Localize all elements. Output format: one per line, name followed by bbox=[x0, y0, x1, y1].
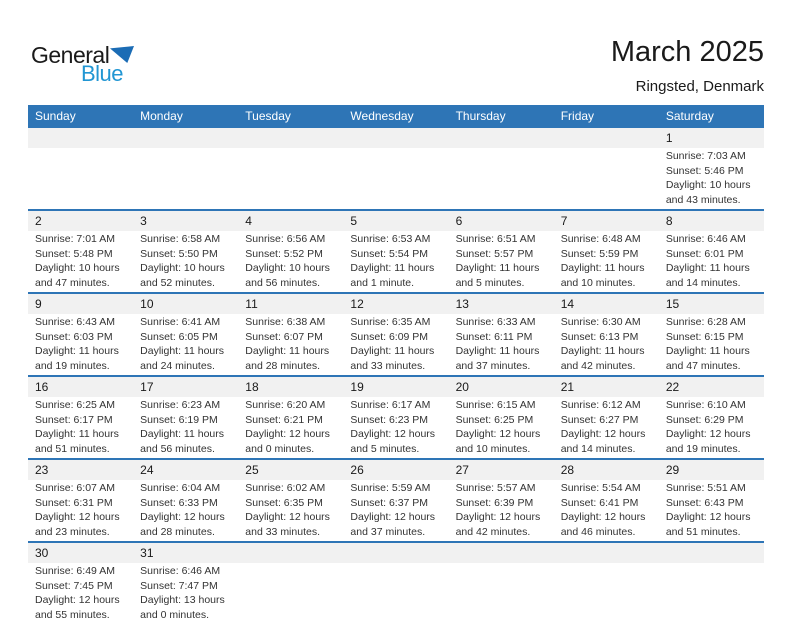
sunset-text: Sunset: 6:23 PM bbox=[350, 413, 429, 426]
daylight-text: Daylight: 10 hours and 43 minutes. bbox=[665, 179, 751, 206]
calendar-week-row bbox=[28, 294, 764, 377]
sunset-text: Sunset: 6:07 PM bbox=[245, 330, 323, 343]
day-number: 15 bbox=[665, 297, 680, 311]
day-cell-details bbox=[28, 148, 133, 209]
daylight-text: Daylight: 11 hours and 5 minutes. bbox=[455, 262, 540, 289]
sunset-text: Sunset: 7:45 PM bbox=[35, 579, 113, 592]
day-details-band bbox=[28, 480, 764, 541]
day-cell-details bbox=[554, 397, 659, 458]
day-number: 17 bbox=[140, 380, 154, 394]
day-number: 27 bbox=[455, 463, 469, 477]
day-number-band bbox=[28, 294, 764, 314]
day-number bbox=[133, 128, 238, 148]
daylight-text: Daylight: 12 hours and 51 minutes. bbox=[665, 511, 751, 538]
daylight-text: Daylight: 11 hours and 14 minutes. bbox=[665, 262, 750, 289]
sunset-text: Sunset: 6:03 PM bbox=[35, 330, 113, 343]
title-block bbox=[611, 36, 764, 95]
sunrise-text: Sunrise: 6:33 AM bbox=[455, 316, 536, 328]
logo-text-blue: Blue bbox=[81, 61, 124, 86]
day-number: 21 bbox=[560, 380, 575, 394]
day-number bbox=[659, 543, 764, 563]
sunset-text: Sunset: 6:11 PM bbox=[455, 330, 533, 343]
day-number: 25 bbox=[245, 463, 259, 477]
day-number: 14 bbox=[560, 297, 575, 311]
day-number bbox=[238, 543, 343, 563]
daylight-text: Daylight: 12 hours and 42 minutes. bbox=[455, 511, 541, 538]
sunset-text: Sunset: 6:41 PM bbox=[560, 496, 639, 509]
day-cell-details bbox=[133, 148, 238, 209]
day-of-week-header: Wednesday bbox=[350, 109, 414, 123]
sunset-text: Sunset: 6:27 PM bbox=[560, 413, 639, 426]
sunrise-text: Sunrise: 7:01 AM bbox=[35, 233, 115, 245]
daylight-text: Daylight: 12 hours and 0 minutes. bbox=[245, 428, 330, 455]
sunset-text: Sunset: 6:19 PM bbox=[140, 413, 218, 426]
day-number: 30 bbox=[35, 546, 49, 560]
sunrise-text: Sunrise: 6:51 AM bbox=[455, 233, 536, 245]
sunrise-text: Sunrise: 6:17 AM bbox=[350, 399, 431, 411]
calendar-weeks bbox=[28, 128, 764, 626]
location-subtitle: Ringsted, Denmark bbox=[635, 78, 764, 95]
day-cell-details bbox=[28, 563, 133, 624]
day-cell-details bbox=[28, 397, 133, 458]
day-cell-details bbox=[449, 480, 554, 541]
day-cell-details bbox=[554, 231, 659, 292]
daylight-text: Daylight: 12 hours and 33 minutes. bbox=[245, 511, 330, 538]
sunrise-text: Sunrise: 6:23 AM bbox=[140, 399, 221, 411]
day-number: 18 bbox=[245, 380, 259, 394]
day-number: 5 bbox=[350, 214, 358, 228]
logo-text-general: General bbox=[31, 42, 110, 68]
day-of-week-header: Thursday bbox=[455, 109, 506, 123]
day-cell-details bbox=[238, 480, 343, 541]
day-number bbox=[449, 543, 554, 563]
day-number bbox=[554, 128, 659, 148]
calendar-week-row bbox=[28, 211, 764, 294]
sunset-text: Sunset: 5:46 PM bbox=[665, 164, 744, 177]
sunrise-text: Sunrise: 6:07 AM bbox=[35, 482, 115, 494]
sunrise-text: Sunrise: 6:56 AM bbox=[245, 233, 326, 245]
day-number bbox=[238, 128, 343, 148]
sunset-text: Sunset: 5:57 PM bbox=[455, 247, 534, 260]
day-cell-details bbox=[449, 231, 554, 292]
day-cell-details bbox=[238, 231, 343, 292]
day-number: 31 bbox=[140, 546, 154, 560]
day-number bbox=[554, 543, 659, 563]
sunrise-text: Sunrise: 6:30 AM bbox=[560, 316, 641, 328]
day-cell-details bbox=[449, 148, 554, 209]
sunrise-text: Sunrise: 6:04 AM bbox=[140, 482, 221, 494]
day-cell-details bbox=[554, 563, 659, 624]
sunrise-text: Sunrise: 6:58 AM bbox=[140, 233, 221, 245]
calendar-week-row bbox=[28, 543, 764, 626]
day-number: 9 bbox=[35, 297, 42, 311]
daylight-text: Daylight: 11 hours and 19 minutes. bbox=[35, 345, 119, 372]
daylight-text: Daylight: 11 hours and 42 minutes. bbox=[560, 345, 645, 372]
daylight-text: Daylight: 11 hours and 28 minutes. bbox=[245, 345, 330, 372]
day-cell-details bbox=[133, 563, 238, 624]
sunrise-text: Sunrise: 5:51 AM bbox=[665, 482, 746, 494]
daylight-text: Daylight: 11 hours and 24 minutes. bbox=[140, 345, 224, 372]
day-cell-details bbox=[659, 231, 764, 292]
sunrise-text: Sunrise: 5:57 AM bbox=[455, 482, 536, 494]
day-of-week-header: Saturday bbox=[665, 109, 714, 123]
sunset-text: Sunset: 6:25 PM bbox=[455, 413, 534, 426]
calendar-week-row bbox=[28, 377, 764, 460]
day-number-band bbox=[28, 211, 764, 231]
day-cell-details bbox=[238, 314, 343, 375]
day-number bbox=[343, 543, 448, 563]
daylight-text: Daylight: 12 hours and 46 minutes. bbox=[560, 511, 646, 538]
sunrise-text: Sunrise: 6:46 AM bbox=[665, 233, 746, 245]
day-cell-details bbox=[449, 314, 554, 375]
calendar-grid bbox=[28, 105, 764, 626]
sunset-text: Sunset: 5:48 PM bbox=[35, 247, 113, 260]
sunrise-text: Sunrise: 6:15 AM bbox=[455, 399, 536, 411]
sunset-text: Sunset: 6:39 PM bbox=[455, 496, 534, 509]
daylight-text: Daylight: 11 hours and 37 minutes. bbox=[455, 345, 540, 372]
sunset-text: Sunset: 6:17 PM bbox=[35, 413, 113, 426]
daylight-text: Daylight: 11 hours and 33 minutes. bbox=[350, 345, 435, 372]
day-details-band bbox=[28, 397, 764, 458]
day-number: 29 bbox=[665, 463, 680, 477]
daylight-text: Daylight: 12 hours and 37 minutes. bbox=[350, 511, 436, 538]
sunrise-text: Sunrise: 7:03 AM bbox=[665, 150, 746, 162]
sunset-text: Sunset: 5:50 PM bbox=[140, 247, 218, 260]
day-number: 23 bbox=[35, 463, 49, 477]
day-number: 8 bbox=[665, 214, 673, 228]
daylight-text: Daylight: 12 hours and 14 minutes. bbox=[560, 428, 646, 455]
sunrise-text: Sunrise: 6:28 AM bbox=[665, 316, 746, 328]
day-of-week-header: Friday bbox=[560, 109, 595, 123]
day-cell-details bbox=[343, 314, 448, 375]
day-cell-details bbox=[659, 563, 764, 624]
sunrise-text: Sunrise: 6:53 AM bbox=[350, 233, 431, 245]
day-cell-details bbox=[659, 397, 764, 458]
day-number: 22 bbox=[665, 380, 680, 394]
day-number-band bbox=[28, 377, 764, 397]
sunrise-text: Sunrise: 5:59 AM bbox=[350, 482, 431, 494]
day-number: 11 bbox=[245, 297, 258, 311]
day-cell-details bbox=[449, 563, 554, 624]
day-number: 4 bbox=[245, 214, 252, 228]
day-number: 16 bbox=[35, 380, 49, 394]
sunrise-text: Sunrise: 6:41 AM bbox=[140, 316, 221, 328]
day-number: 6 bbox=[455, 214, 463, 228]
day-number: 2 bbox=[35, 214, 42, 228]
day-cell-details bbox=[554, 148, 659, 209]
day-number: 24 bbox=[140, 463, 154, 477]
day-of-week-header-row bbox=[28, 105, 764, 128]
sunrise-text: Sunrise: 6:12 AM bbox=[560, 399, 641, 411]
day-number: 3 bbox=[140, 214, 147, 228]
sunset-text: Sunset: 6:13 PM bbox=[560, 330, 639, 343]
daylight-text: Daylight: 12 hours and 10 minutes. bbox=[455, 428, 541, 455]
sunset-text: Sunset: 6:31 PM bbox=[35, 496, 113, 509]
day-cell-details bbox=[343, 563, 448, 624]
daylight-text: Daylight: 11 hours and 56 minutes. bbox=[140, 428, 224, 455]
daylight-text: Daylight: 10 hours and 47 minutes. bbox=[35, 262, 120, 289]
day-cell-details bbox=[343, 231, 448, 292]
day-cell-details bbox=[28, 314, 133, 375]
daylight-text: Daylight: 11 hours and 51 minutes. bbox=[35, 428, 119, 455]
sunrise-text: Sunrise: 6:25 AM bbox=[35, 399, 115, 411]
day-of-week-header: Tuesday bbox=[245, 109, 291, 123]
day-cell-details bbox=[133, 231, 238, 292]
day-cell-details bbox=[554, 480, 659, 541]
sunset-text: Sunset: 6:33 PM bbox=[140, 496, 218, 509]
day-details-band bbox=[28, 148, 764, 209]
day-of-week-header: Monday bbox=[140, 109, 183, 123]
sunset-text: Sunset: 7:47 PM bbox=[140, 579, 218, 592]
day-cell-details bbox=[343, 397, 448, 458]
calendar-week-row bbox=[28, 128, 764, 211]
day-cell-details bbox=[449, 397, 554, 458]
day-cell-details bbox=[343, 480, 448, 541]
sunset-text: Sunset: 5:52 PM bbox=[245, 247, 323, 260]
daylight-text: Daylight: 11 hours and 1 minute. bbox=[350, 262, 435, 289]
day-number: 28 bbox=[560, 463, 575, 477]
sunset-text: Sunset: 6:01 PM bbox=[665, 247, 744, 260]
day-cell-details bbox=[28, 480, 133, 541]
daylight-text: Daylight: 12 hours and 28 minutes. bbox=[140, 511, 225, 538]
day-cell-details bbox=[133, 397, 238, 458]
sunset-text: Sunset: 6:35 PM bbox=[245, 496, 323, 509]
general-blue-logo bbox=[31, 44, 134, 85]
daylight-text: Daylight: 12 hours and 5 minutes. bbox=[350, 428, 436, 455]
day-number: 10 bbox=[140, 297, 154, 311]
day-cell-details bbox=[343, 148, 448, 209]
daylight-text: Daylight: 11 hours and 47 minutes. bbox=[665, 345, 750, 372]
sunrise-text: Sunrise: 6:35 AM bbox=[350, 316, 431, 328]
day-details-band bbox=[28, 314, 764, 375]
day-of-week-header: Sunday bbox=[35, 109, 76, 123]
daylight-text: Daylight: 12 hours and 23 minutes. bbox=[35, 511, 120, 538]
sunset-text: Sunset: 6:29 PM bbox=[665, 413, 744, 426]
day-cell-details bbox=[554, 314, 659, 375]
sunset-text: Sunset: 6:05 PM bbox=[140, 330, 218, 343]
sunset-text: Sunset: 6:43 PM bbox=[665, 496, 744, 509]
sunset-text: Sunset: 6:09 PM bbox=[350, 330, 429, 343]
day-cell-details bbox=[659, 480, 764, 541]
day-number-band bbox=[28, 128, 764, 148]
sunrise-text: Sunrise: 6:10 AM bbox=[665, 399, 746, 411]
day-number-band bbox=[28, 543, 764, 563]
sunrise-text: Sunrise: 6:49 AM bbox=[35, 565, 115, 577]
day-number bbox=[449, 128, 554, 148]
sunset-text: Sunset: 5:59 PM bbox=[560, 247, 639, 260]
day-number: 13 bbox=[455, 297, 469, 311]
day-cell-details bbox=[238, 148, 343, 209]
sunrise-text: Sunrise: 6:46 AM bbox=[140, 565, 221, 577]
day-details-band bbox=[28, 563, 764, 624]
calendar-week-row bbox=[28, 460, 764, 543]
daylight-text: Daylight: 10 hours and 56 minutes. bbox=[245, 262, 330, 289]
sunset-text: Sunset: 6:37 PM bbox=[350, 496, 429, 509]
day-number: 20 bbox=[455, 380, 469, 394]
day-number bbox=[28, 128, 133, 148]
day-cell-details bbox=[659, 314, 764, 375]
daylight-text: Daylight: 11 hours and 10 minutes. bbox=[560, 262, 645, 289]
day-number: 7 bbox=[560, 214, 568, 228]
day-number: 26 bbox=[350, 463, 364, 477]
daylight-text: Daylight: 13 hours and 0 minutes. bbox=[140, 594, 225, 621]
day-cell-details bbox=[133, 314, 238, 375]
day-number: 19 bbox=[350, 380, 364, 394]
sunrise-text: Sunrise: 6:02 AM bbox=[245, 482, 326, 494]
sunrise-text: Sunrise: 6:48 AM bbox=[560, 233, 641, 245]
day-number: 12 bbox=[350, 297, 364, 311]
sunset-text: Sunset: 6:15 PM bbox=[665, 330, 744, 343]
daylight-text: Daylight: 10 hours and 52 minutes. bbox=[140, 262, 225, 289]
daylight-text: Daylight: 12 hours and 19 minutes. bbox=[665, 428, 751, 455]
sunrise-text: Sunrise: 5:54 AM bbox=[560, 482, 641, 494]
sunrise-text: Sunrise: 6:43 AM bbox=[35, 316, 115, 328]
day-cell-details bbox=[238, 397, 343, 458]
sunset-text: Sunset: 5:54 PM bbox=[350, 247, 429, 260]
day-number-band bbox=[28, 460, 764, 480]
day-number: 1 bbox=[665, 131, 673, 145]
page-header bbox=[28, 36, 764, 100]
sunrise-text: Sunrise: 6:20 AM bbox=[245, 399, 326, 411]
daylight-text: Daylight: 12 hours and 55 minutes. bbox=[35, 594, 120, 621]
day-cell-details bbox=[238, 563, 343, 624]
day-cell-details bbox=[659, 148, 764, 209]
month-title: March 2025 bbox=[610, 36, 764, 68]
sunset-text: Sunset: 6:21 PM bbox=[245, 413, 323, 426]
day-details-band bbox=[28, 231, 764, 292]
day-cell-details bbox=[133, 480, 238, 541]
day-number bbox=[343, 128, 448, 148]
sunrise-text: Sunrise: 6:38 AM bbox=[245, 316, 326, 328]
day-cell-details bbox=[28, 231, 133, 292]
